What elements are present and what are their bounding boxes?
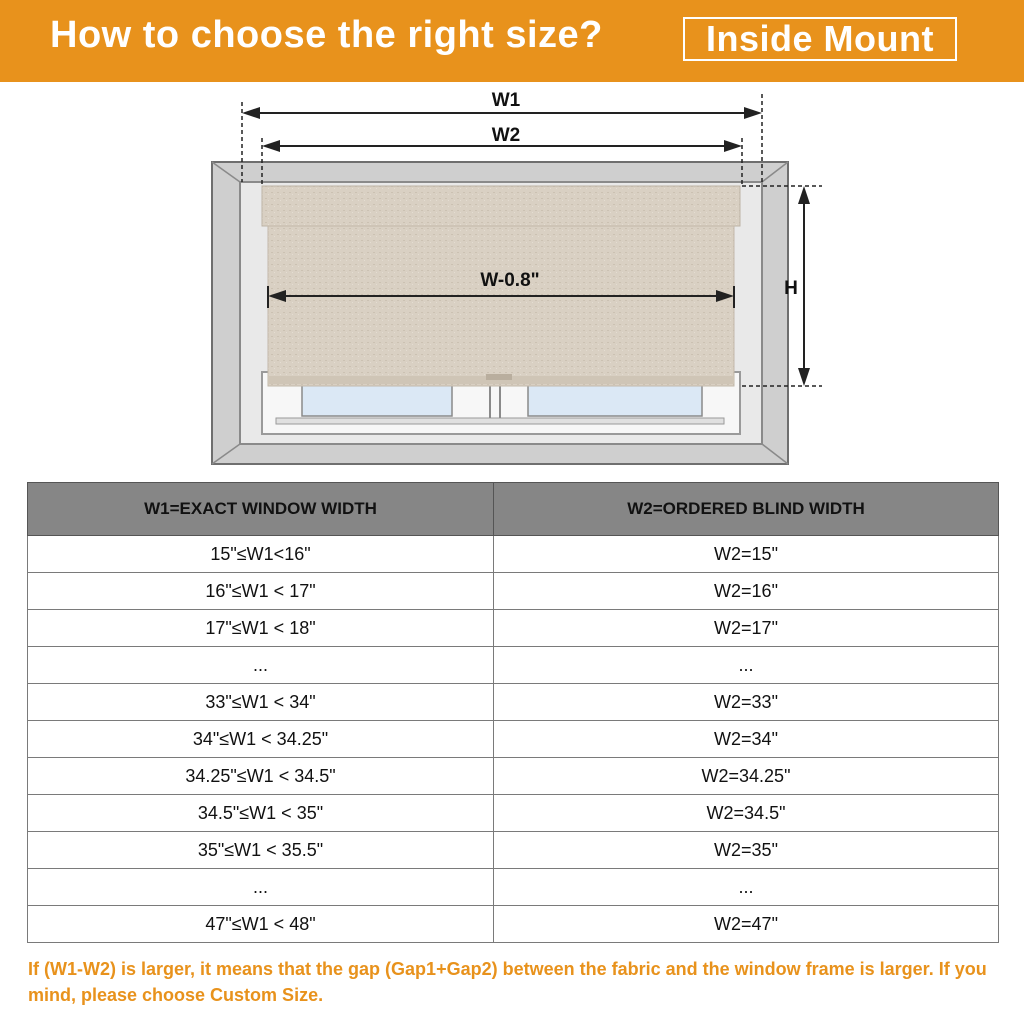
table-row: [28, 869, 999, 906]
w1-range-cell: 16"≤W1 < 17": [28, 573, 494, 610]
w2-value-cell: W2=47": [494, 906, 999, 943]
w2-value-cell: W2=34.25": [494, 758, 999, 795]
w2-value-cell: ...: [494, 869, 999, 906]
w2-value-cell: W2=35": [494, 832, 999, 869]
window-glass-right: [528, 382, 702, 416]
size-table: [27, 482, 999, 943]
w1-range-cell: 33"≤W1 < 34": [28, 684, 494, 721]
table-row: [28, 536, 999, 573]
w2-value-cell: W2=16": [494, 573, 999, 610]
w2-value-cell: W2=33": [494, 684, 999, 721]
mount-type-label: Inside Mount: [683, 17, 957, 61]
header-banner: [0, 0, 1024, 82]
blind-pull-tab: [486, 374, 512, 380]
blind-headrail: [262, 186, 740, 226]
w2-value-cell: W2=34": [494, 721, 999, 758]
window-glass-left: [302, 382, 452, 416]
w1-range-cell: 17"≤W1 < 18": [28, 610, 494, 647]
w1-range-cell: 34.25"≤W1 < 34.5": [28, 758, 494, 795]
w2-value-cell: ...: [494, 647, 999, 684]
w2-label: W2: [491, 125, 521, 146]
w1-range-cell: 34.5"≤W1 < 35": [28, 795, 494, 832]
fabric-width-label: W-0.8": [480, 270, 540, 291]
table-row: [28, 684, 999, 721]
gap-note: If (W1-W2) is larger, it means that the gap (Gap1+Gap2) between the fabric and the window frame is larger. If you mind, please choose Custom Size.: [28, 959, 987, 1005]
column-header-w2: W2=ORDERED BLIND WIDTH: [494, 483, 999, 536]
window-diagram: [0, 82, 1024, 482]
w1-range-cell: 15"≤W1<16": [28, 536, 494, 573]
column-header-w1: W1=EXACT WINDOW WIDTH: [28, 483, 494, 536]
page-title: How to choose the right size?: [50, 14, 603, 56]
table-row: [28, 795, 999, 832]
w1-range-cell: 34"≤W1 < 34.25": [28, 721, 494, 758]
blind-fabric: [268, 226, 734, 386]
table-row: [28, 832, 999, 869]
w1-range-cell: 35"≤W1 < 35.5": [28, 832, 494, 869]
w1-range-cell: ...: [28, 869, 494, 906]
w1-range-cell: 47"≤W1 < 48": [28, 906, 494, 943]
table-row: [28, 758, 999, 795]
w2-value-cell: W2=17": [494, 610, 999, 647]
table-row: [28, 610, 999, 647]
height-label: H: [784, 278, 798, 299]
table-header-row: [28, 483, 999, 536]
w2-value-cell: W2=15": [494, 536, 999, 573]
w2-value-cell: W2=34.5": [494, 795, 999, 832]
table-row: [28, 906, 999, 943]
w1-label: W1: [491, 90, 521, 111]
w1-range-cell: ...: [28, 647, 494, 684]
table-row: [28, 647, 999, 684]
table-row: [28, 573, 999, 610]
table-row: [28, 721, 999, 758]
